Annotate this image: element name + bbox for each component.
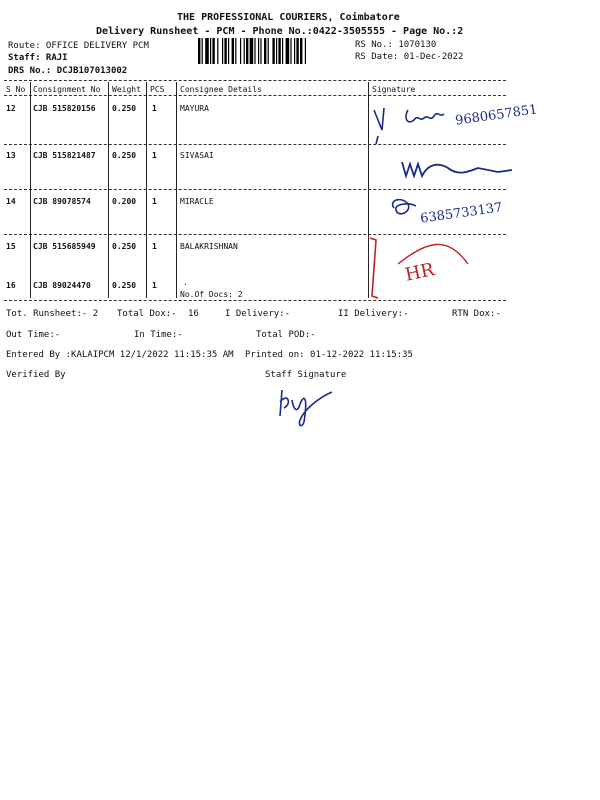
rs-number: RS No.: 1070130 bbox=[355, 40, 437, 50]
barcode-bar bbox=[202, 38, 203, 64]
row-consignment: CJB 89024470 bbox=[33, 281, 91, 290]
row-consignee: SIVASAI bbox=[180, 151, 214, 160]
row-consignment: CJB 515821487 bbox=[33, 151, 96, 160]
barcode-bar bbox=[224, 38, 226, 64]
row-consignee: . bbox=[183, 278, 188, 287]
barcode-bar bbox=[305, 38, 306, 64]
barcode-bar bbox=[278, 38, 280, 64]
handwritten-signatures bbox=[368, 96, 568, 306]
row-weight: 0.250 bbox=[112, 281, 137, 290]
barcode-bar bbox=[260, 38, 261, 64]
barcode-bar bbox=[258, 38, 259, 64]
barcode-bar bbox=[250, 38, 254, 64]
col-pcs: PCS bbox=[150, 85, 165, 94]
barcode-bar bbox=[244, 38, 245, 64]
tot-runsheet: Tot. Runsheet:- 2 bbox=[6, 309, 99, 319]
barcode-bar bbox=[286, 38, 290, 64]
barcode-bar bbox=[282, 38, 283, 64]
barcode-bar bbox=[290, 38, 291, 64]
row-pcs: 1 bbox=[152, 242, 157, 251]
drs-number: DRS No.: DCJB107013002 bbox=[8, 66, 128, 76]
row-sno: 13 bbox=[6, 151, 16, 160]
row-sno: 15 bbox=[6, 242, 16, 251]
barcode-bar bbox=[272, 38, 274, 64]
out-time: Out Time:- bbox=[6, 330, 61, 340]
staff-signature-mark bbox=[270, 382, 340, 432]
barcode-bar bbox=[268, 38, 269, 64]
barcode-bar bbox=[222, 38, 223, 64]
barcode-bar bbox=[294, 38, 295, 64]
col-signature: Signature bbox=[372, 85, 416, 94]
col-divider bbox=[176, 82, 177, 298]
runsheet-subtitle: Delivery Runsheet - PCM - Phone No.:0422-3505555 - Page No.:2 bbox=[96, 26, 464, 37]
row-sno: 16 bbox=[6, 281, 16, 290]
barcode-bar bbox=[254, 38, 255, 64]
no-of-docs: No.Of Docs: 2 bbox=[180, 290, 243, 299]
barcode-bar bbox=[232, 38, 234, 64]
row-weight: 0.250 bbox=[112, 151, 137, 160]
barcode-bar bbox=[235, 38, 236, 64]
barcode-bar bbox=[296, 38, 298, 64]
header-top-rule bbox=[4, 80, 506, 81]
barcode bbox=[198, 38, 344, 64]
total-dox-label: Total Dox:- bbox=[117, 309, 177, 319]
ii-delivery: II Delivery:- bbox=[338, 309, 409, 319]
col-consignee: Consignee Details bbox=[180, 85, 262, 94]
barcode-bar bbox=[228, 38, 229, 64]
company-name: THE PROFESSIONAL COURIERS, Coimbatore bbox=[177, 12, 400, 23]
col-sno: S No bbox=[6, 85, 26, 94]
printed-on: Printed on: 01-12-2022 11:15:35 bbox=[245, 350, 413, 360]
row-pcs: 1 bbox=[152, 281, 157, 290]
rtn-dox: RTN Dox:- bbox=[452, 309, 501, 319]
verified-by: Verified By bbox=[6, 370, 66, 380]
barcode-bar bbox=[264, 38, 266, 64]
row-consignment: CJB 515685949 bbox=[33, 242, 96, 251]
row-consignee: MAYURA bbox=[180, 104, 209, 113]
col-consignment: Consignment No bbox=[33, 85, 101, 94]
barcode-bar bbox=[300, 38, 302, 64]
col-divider bbox=[108, 82, 109, 298]
handwritten-phone: 9680657851 bbox=[454, 102, 539, 129]
staff-signature-label: Staff Signature bbox=[265, 370, 347, 380]
row-pcs: 1 bbox=[152, 151, 157, 160]
i-delivery: I Delivery:- bbox=[225, 309, 291, 319]
barcode-bar bbox=[246, 38, 248, 64]
rs-date: RS Date: 01-Dec-2022 bbox=[355, 52, 464, 62]
total-pod: Total POD:- bbox=[256, 330, 316, 340]
barcode-bar bbox=[210, 38, 211, 64]
total-dox-value: 16 bbox=[188, 309, 199, 319]
handwritten-phone: 6385733137 bbox=[419, 200, 504, 227]
barcode-bar bbox=[276, 38, 277, 64]
row-sno: 12 bbox=[6, 104, 16, 113]
row-weight: 0.250 bbox=[112, 242, 137, 251]
col-divider bbox=[30, 82, 31, 298]
barcode-bar bbox=[217, 38, 218, 64]
row-consignment: CJB 89078574 bbox=[33, 197, 91, 206]
barcode-bar bbox=[212, 38, 214, 64]
row-consignment: CJB 515820156 bbox=[33, 104, 96, 113]
staff-label: Staff: RAJI bbox=[8, 53, 68, 63]
barcode-bar bbox=[205, 38, 209, 64]
row-pcs: 1 bbox=[152, 104, 157, 113]
col-weight: Weight bbox=[112, 85, 141, 94]
row-sno: 14 bbox=[6, 197, 16, 206]
barcode-bar bbox=[240, 38, 241, 64]
row-consignee: BALAKRISHNAN bbox=[180, 242, 238, 251]
row-consignee: MIRACLE bbox=[180, 197, 214, 206]
in-time: In Time:- bbox=[134, 330, 183, 340]
barcode-bar bbox=[198, 38, 200, 64]
handwritten-initials: HR bbox=[403, 259, 437, 286]
row-weight: 0.200 bbox=[112, 197, 137, 206]
entered-by: Entered By :KALAIPCM 12/1/2022 11:15:35 AM bbox=[6, 350, 234, 360]
row-weight: 0.250 bbox=[112, 104, 137, 113]
route-label: Route: OFFICE DELIVERY PCM bbox=[8, 41, 149, 51]
row-pcs: 1 bbox=[152, 197, 157, 206]
col-divider bbox=[146, 82, 147, 298]
